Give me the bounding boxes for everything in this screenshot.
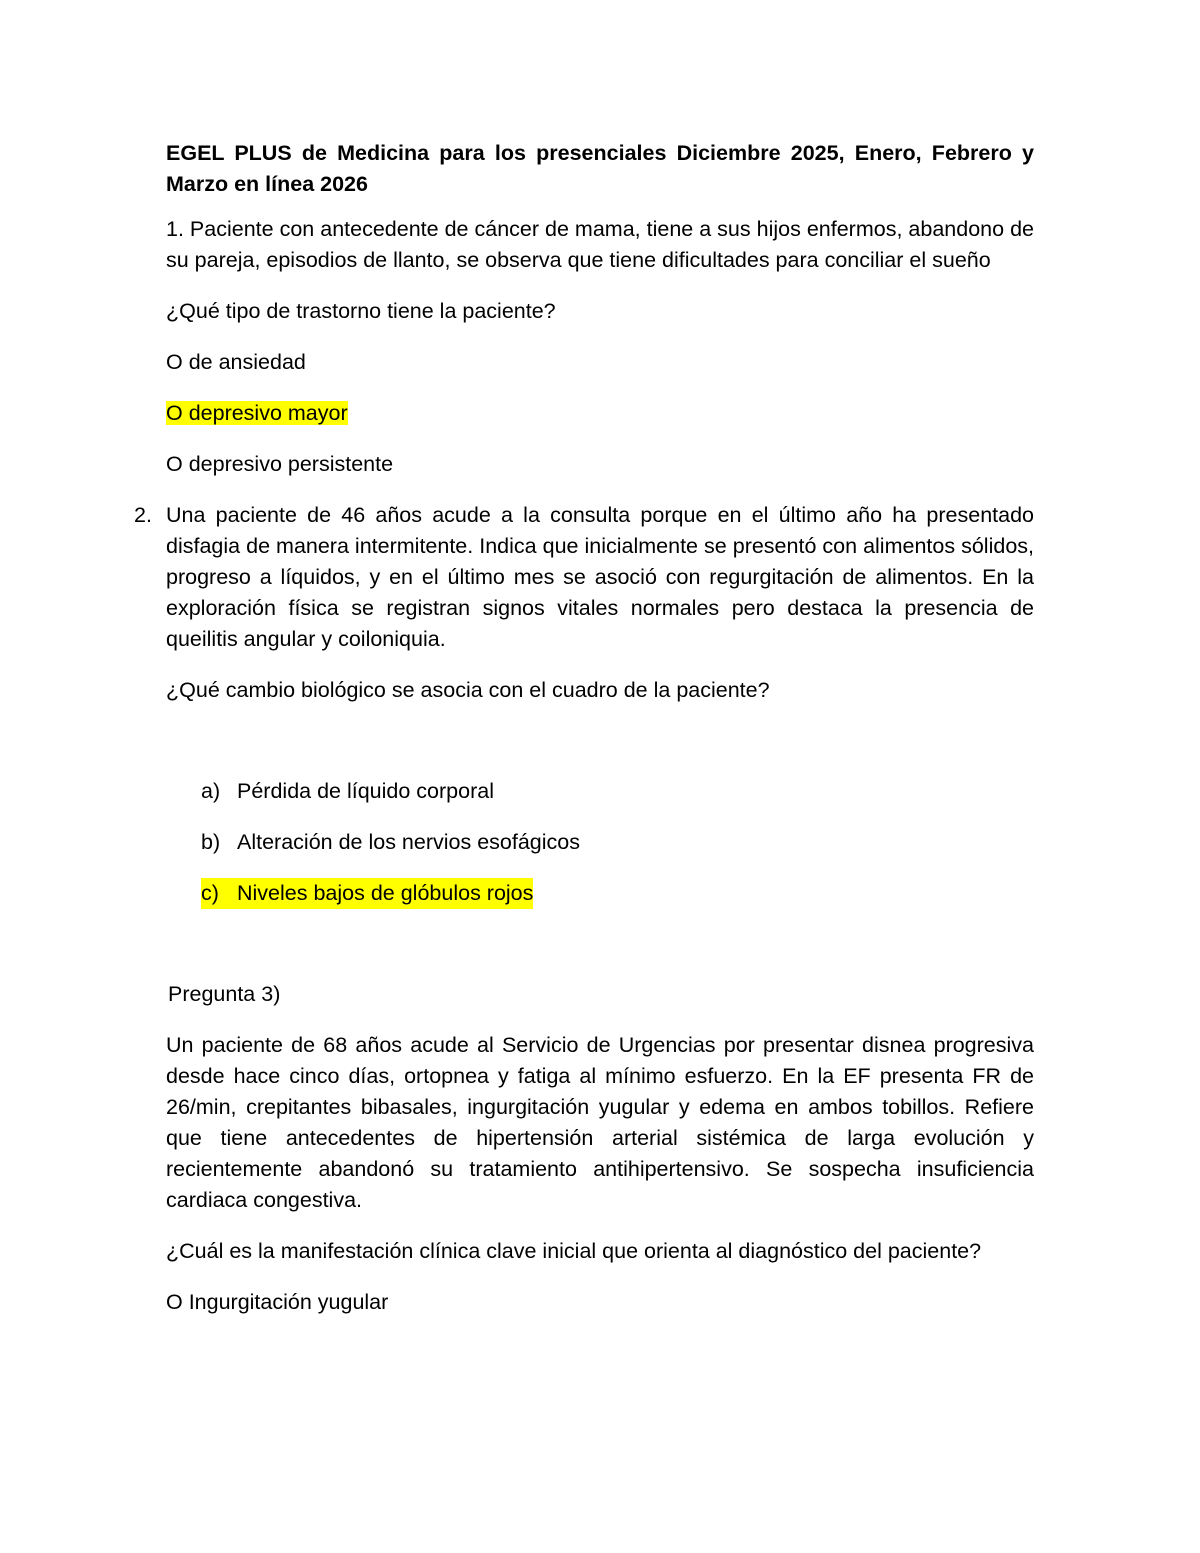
q2-option-a-label: a) [201, 779, 221, 803]
q2-options [201, 776, 1034, 909]
q3-option-ingurgitacion [166, 1287, 1034, 1318]
q1-option-ansiedad [166, 347, 1034, 378]
q1-option-depresivo-persistente [166, 449, 1034, 480]
q2-option-c-text: Niveles bajos de glóbulos rojos [237, 881, 534, 905]
q2-stem [134, 500, 1034, 655]
q2-question: ¿Qué cambio biológico se asocia con el cuadro de la paciente? [166, 678, 770, 702]
q2-option-b [201, 827, 1034, 858]
q3-label: Pregunta 3) [168, 982, 281, 1006]
q1-option-ansiedad-text: O de ansiedad [166, 350, 306, 374]
q1-option-depresivo-persistente-text: O depresivo persistente [166, 452, 394, 476]
q2-option-a [201, 776, 1034, 807]
q2-option-a-text: Pérdida de líquido corporal [237, 779, 494, 803]
q2-stem-text: Una paciente de 46 años acude a la consulta porque en el último año ha presentado disfagia de manera intermitente. Indica que inicialmente se presentó con alimentos sólidos, progreso a líquidos, y en el último mes se asoció con regurgitación de alimentos. En la exploración física se registran signos vitales normales pero destaca la presencia de queilitis angular y coiloniquia. [166, 503, 1034, 651]
document-page [134, 138, 1034, 1338]
q2-spacer [166, 726, 1034, 776]
q2-option-b-label: b) [201, 830, 221, 854]
q1-option-depresivo-mayor [166, 398, 1034, 429]
q2-number: 2. [134, 503, 152, 527]
q3-spacer [166, 929, 1034, 979]
q1-stem: 1. Paciente con antecedente de cáncer de mama, tiene a sus hijos enfermos, abandono de su pareja, episodios de llanto, se observa que tiene dificultades para conciliar el sueño [166, 217, 1034, 272]
q3-stem: Un paciente de 68 años acude al Servicio de Urgencias por presentar disnea progresiva desde hace cinco días, ortopnea y fatiga al mínimo esfuerzo. En la EF presenta FR de 26/min, crepitantes bibasales, ingurgitación yugular y edema en ambos tobillos. Refiere que tiene antecedentes de hipertensión arterial sistémica de larga evolución y recientemente abandonó su tratamiento antihipertensivo. Se sospecha insuficiencia cardiaca congestiva. [166, 1033, 1034, 1212]
q2-option-c-label: c) [201, 881, 219, 905]
q2-option-c [201, 878, 1034, 909]
q3-option-ingurgitacion-text: O Ingurgitación yugular [166, 1290, 389, 1314]
q1-option-depresivo-mayor-text: O depresivo mayor [166, 401, 348, 425]
document-title: EGEL PLUS de Medicina para los presenciales Diciembre 2025, Enero, Febrero y Marzo en línea 2026 [166, 141, 1034, 196]
q2-option-c-highlight [201, 878, 533, 909]
q1-question: ¿Qué tipo de trastorno tiene la paciente? [166, 299, 556, 323]
q2-option-b-text: Alteración de los nervios esofágicos [237, 830, 580, 854]
q3-question: ¿Cuál es la manifestación clínica clave inicial que orienta al diagnóstico del paciente? [166, 1239, 982, 1263]
